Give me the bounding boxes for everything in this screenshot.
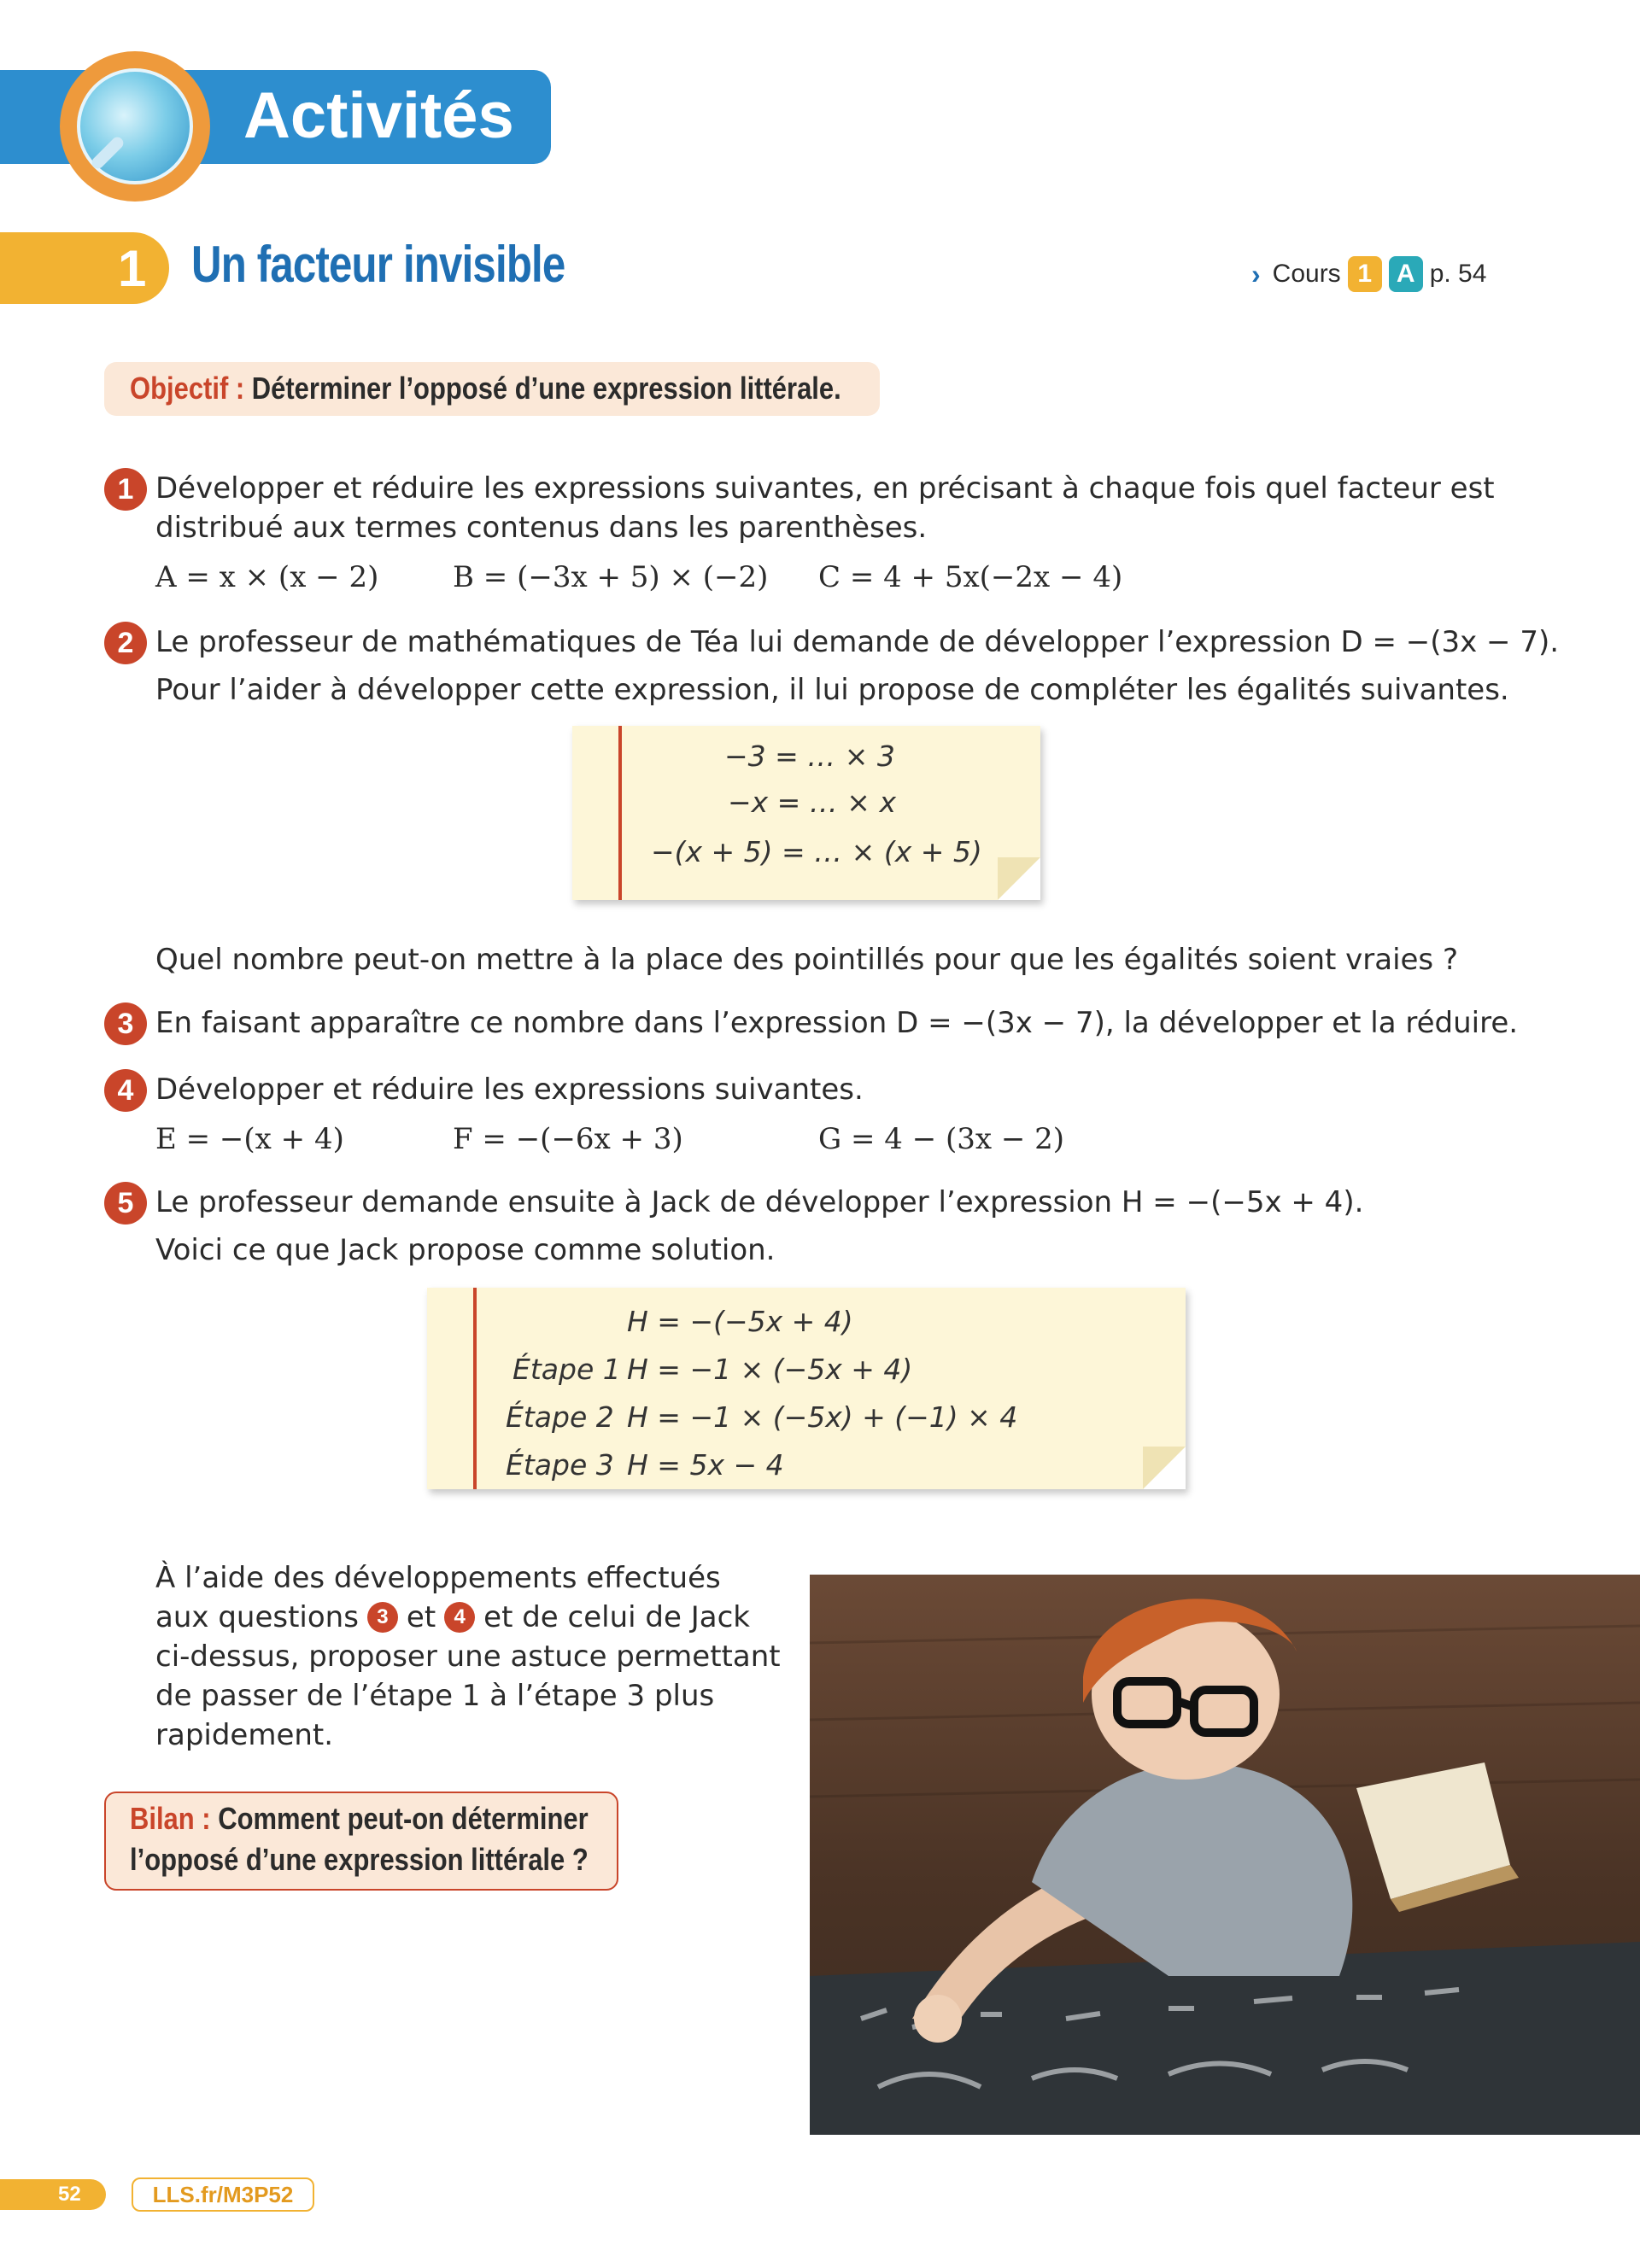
question-5-number: 5: [104, 1182, 147, 1225]
note-page-curl: [1143, 1447, 1186, 1489]
photo-illustration: [810, 1575, 1640, 2135]
ref-cours-label: Cours: [1272, 260, 1341, 288]
question-4-number: 4: [104, 1069, 147, 1112]
expression-e: E = −(x + 4): [155, 1122, 344, 1156]
q3-text: En faisant apparaître ce nombre dans l’expression D = −(3x − 7), la développer et la réduire.: [155, 1006, 1519, 1040]
ref-page: p. 54: [1429, 260, 1487, 288]
q1-line2: distribué aux termes contenus dans les parenthèses.: [155, 511, 928, 545]
chevron-right-icon: ›: [1251, 258, 1261, 289]
para-line4: de passer de l’étape 1 à l’étape 3 plus: [155, 1679, 715, 1713]
note-page-curl: [998, 857, 1040, 900]
ref-question-3: 3: [367, 1602, 398, 1633]
para-line3: ci-dessus, proposer une astuce permettant: [155, 1640, 781, 1674]
note-margin-line: [473, 1288, 477, 1489]
expression-c: C = 4 + 5x(−2x − 4): [818, 560, 1123, 594]
expression-g: G = 4 − (3x − 2): [818, 1122, 1065, 1156]
bilan-label: Bilan :: [130, 1801, 211, 1836]
jack-step-1-label: Étape 1: [512, 1353, 621, 1386]
para-line2-end: et de celui de Jack: [483, 1600, 750, 1634]
objectif-text: [130, 371, 841, 406]
question-1-number: 1: [104, 468, 147, 511]
para-line5: rapidement.: [155, 1718, 334, 1752]
q5-line2: Voici ce que Jack propose comme solution.: [155, 1233, 776, 1267]
question-2-number: 2: [104, 622, 147, 664]
jack-step-2-label: Étape 2: [506, 1400, 614, 1434]
section-title: Un facteur invisible: [191, 236, 565, 293]
para-line2-start: aux questions: [155, 1600, 359, 1634]
page-number-badge: [0, 2179, 106, 2210]
equality-2: −x = … × x: [728, 786, 896, 819]
para-et: et: [406, 1600, 436, 1634]
q5-line1: Le professeur demande ensuite à Jack de développer l’expression H = −(−5x + 4).: [155, 1185, 1364, 1219]
lls-link[interactable]: LLS.fr/M3P52: [132, 2177, 314, 2212]
course-reference[interactable]: [1251, 256, 1486, 292]
q2-line1: Le professeur de mathématiques de Téa lui demande de développer l’expression D = −(3x − 7).: [155, 625, 1560, 659]
expression-f: F = −(−6x + 3): [453, 1122, 683, 1156]
equality-3: −(x + 5) = … × (x + 5): [651, 835, 982, 868]
bilan-line2: l’opposé d’une expression littérale ?: [130, 1842, 589, 1877]
ref-question-4: 4: [444, 1602, 475, 1633]
expression-a: A = x × (x − 2): [155, 560, 379, 594]
q2-question: Quel nombre peut-on mettre à la place des pointillés pour que les égalités soient vraies ?: [155, 943, 1459, 977]
ref-tag-letter: A: [1389, 256, 1423, 292]
page-number: 52: [58, 2183, 81, 2206]
jack-step-3-label: Étape 3: [506, 1448, 614, 1482]
jack-step-1-expr: H = −1 × (−5x + 4): [627, 1353, 913, 1386]
ref-tag-number: 1: [1348, 256, 1382, 292]
question-3-number: 3: [104, 1002, 147, 1045]
note-margin-line: [618, 726, 622, 900]
para-line1: À l’aide des développements effectués: [155, 1561, 721, 1595]
q1-line1: Développer et réduire les expressions suivantes, en précisant à chaque fois quel facteur est: [155, 471, 1495, 506]
objectif-label: Objectif :: [130, 371, 245, 406]
para-line2: [155, 1600, 750, 1634]
objectif-content: Déterminer l’opposé d’une expression littérale.: [251, 371, 841, 406]
section-number: 1: [118, 240, 147, 297]
bilan-text: [130, 1798, 589, 1880]
student-chalkboard-photo: [810, 1575, 1640, 2135]
jack-step-3-expr: H = 5x − 4: [627, 1448, 784, 1482]
jack-step-2-expr: H = −1 × (−5x) + (−1) × 4: [627, 1400, 1018, 1434]
jack-step-0-expr: H = −(−5x + 4): [627, 1305, 853, 1338]
banner-title: Activités: [243, 79, 514, 152]
q2-line2: Pour l’aider à développer cette expression, il lui propose de compléter les égalités suivantes.: [155, 673, 1509, 707]
bilan-line1: Comment peut-on déterminer: [218, 1801, 589, 1836]
q4-text: Développer et réduire les expressions suivantes.: [155, 1073, 864, 1107]
expression-b: B = (−3x + 5) × (−2): [453, 560, 769, 594]
equality-1: −3 = … × 3: [724, 739, 895, 773]
